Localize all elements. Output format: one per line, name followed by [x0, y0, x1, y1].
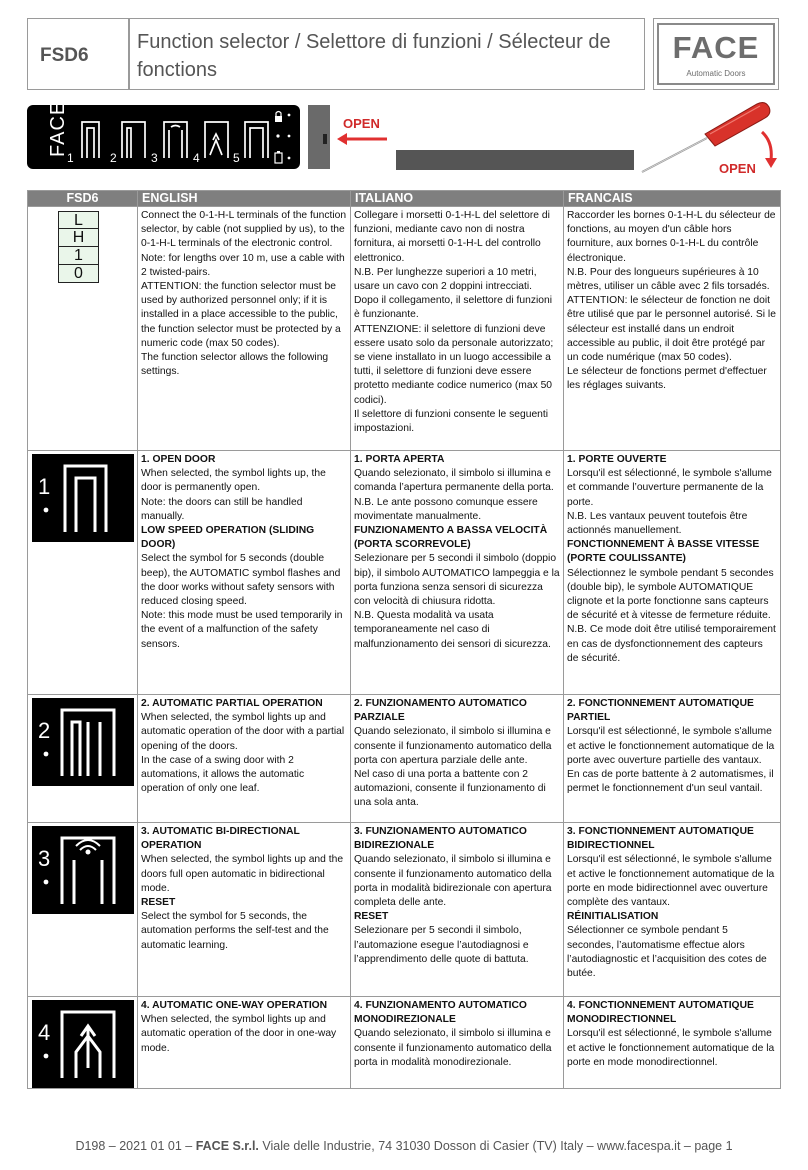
terminal-l: L — [58, 211, 99, 229]
section-heading: RESET — [141, 897, 176, 909]
paragraph: When selected, the symbol lights up and the doors full open automatic in bidirectional mode. — [141, 854, 344, 894]
header-cell-english: ENGLISH — [138, 191, 351, 207]
paragraph: In the case of a swing door with 2 automations, it allows the automatic operation of only one leaf. — [141, 754, 305, 795]
section-heading: 1. OPEN DOOR — [141, 454, 216, 465]
english-text-cell — [138, 997, 351, 1089]
italian-text-cell — [351, 823, 564, 997]
symbol-number: 4 — [38, 1020, 51, 1045]
french-text-cell — [564, 997, 781, 1089]
panel-dot-icon — [276, 134, 279, 137]
paragraph: En cas de porte battente à 2 automatismes, il permet le fonctionnement d'un seul vantail. — [567, 769, 774, 795]
panel-number-5: 5 — [233, 151, 240, 165]
french-text-cell — [564, 695, 781, 823]
bidirectional-symbol-icon — [32, 826, 134, 914]
italian-text-cell — [351, 451, 564, 695]
paragraph: Quando selezionato, il simbolo si illumina e comanda l’apertura permanente della porta. — [354, 468, 554, 494]
icon-cell — [28, 451, 138, 695]
terminal-h: H — [58, 229, 99, 247]
english-text-cell — [138, 207, 351, 451]
open-door-symbol-icon — [32, 454, 134, 542]
panel-led-icon — [288, 157, 291, 160]
section-heading: 4. FUNZIONAMENTO AUTOMATICO MONODIREZIONALE — [354, 1000, 527, 1026]
open-label-top: OPEN — [343, 116, 380, 131]
terminal-block-icon — [58, 211, 99, 283]
table-header-row — [28, 191, 781, 207]
section-heading: FONCTIONNEMENT À BASSE VITESSE (PORTE COULISSANTE) — [567, 539, 760, 565]
paragraph: Quando selezionato, il simbolo si illumina e consente il funzionamento automatico della porta in modalità monodirezionale. — [354, 1028, 552, 1068]
paragraph: Sélectionnez le symbole pendant 5 secondes (double bip), le symbole AUTOMATIQUE clignote et la porte fonctionne sans capteurs de sécurité et à vitesse de fermeture réduite. — [567, 567, 774, 622]
paragraph: When selected, the symbol lights up and automatic operation of the door with a partial opening of the doors. — [141, 712, 345, 752]
paragraph: Collegare i morsetti 0-1-H-L del selettore di funzioni, mediante cavo non di nostra fornitura, ai morsetti 0-1-H-L del controllo elettronico. — [354, 210, 550, 264]
italian-text-cell — [351, 997, 564, 1089]
paragraph: Il selettore di funzioni consente le seguenti impostazioni. — [354, 408, 549, 435]
section-heading: 2. FONCTIONNEMENT AUTOMATIQUE PARTIEL — [567, 698, 754, 724]
paragraph: Dopo il collegamento, il selettore di funzioni è funzionante. — [354, 295, 553, 321]
icon-cell — [28, 823, 138, 997]
english-text-cell — [138, 695, 351, 823]
key-slot — [323, 134, 327, 144]
italian-text-cell — [351, 695, 564, 823]
product-code: FSD6 — [40, 45, 89, 66]
logo-wordmark: FACE — [672, 30, 760, 65]
instruction-table — [27, 190, 781, 1089]
header-title-box — [129, 18, 645, 90]
selector-illustration — [27, 100, 780, 180]
table-row — [28, 997, 781, 1089]
section-heading: 1. PORTA APERTA — [354, 454, 445, 465]
paragraph: Note: for lengths over 10 m, use a cable with 2 twisted-pairs. — [141, 252, 345, 278]
open-label-bottom: OPEN — [719, 161, 756, 176]
icon-cell — [28, 997, 138, 1089]
english-text-cell — [138, 451, 351, 695]
footer-company: FACE S.r.l. — [195, 1139, 259, 1153]
paragraph: When selected, the symbol lights up, the door is permanently open. — [141, 468, 326, 494]
panel-led-icon — [288, 114, 291, 117]
paragraph: Select the symbol for 5 seconds, the automation performs the self-test and the automatic learning. — [141, 911, 329, 951]
table-row — [28, 207, 781, 451]
symbol-number: 3 — [38, 846, 51, 871]
symbol-number: 2 — [38, 718, 51, 743]
panel-number-3: 3 — [151, 151, 158, 165]
section-heading: 2. FUNZIONAMENTO AUTOMATICO PARZIALE — [354, 698, 527, 724]
french-text-cell — [564, 823, 781, 997]
paragraph: Lorsqu'il est sélectionné, le symbole s'allume et active le fonctionnement automatique de la porte avec ouverture partielle des vantaux. — [567, 726, 775, 766]
english-text-cell — [138, 823, 351, 997]
paragraph: N.B. Per lunghezze superiori a 10 metri, usare un cavo con 2 doppini intrecciati. — [354, 266, 537, 293]
section-heading: 1. PORTE OUVERTE — [567, 454, 667, 465]
panel-brand-label: FACE — [47, 100, 69, 157]
paragraph: N.B. Le ante possono comunque essere movimentate manualmente. — [354, 496, 538, 522]
paragraph: Selezionare per 5 secondi il simbolo (doppio bip), il simbolo AUTOMATICO lampeggia e la porta funziona senza sensori di sicurezza con velocità di chiusura ridotta. — [354, 553, 560, 608]
header-code-box — [27, 18, 129, 90]
paragraph: Lorsqu'il est sélectionné, le symbole s'allume et active le fonctionnement automatique de la porte en mode monodirectionnel. — [567, 1028, 775, 1068]
logo-frame — [657, 23, 775, 85]
french-text-cell — [564, 207, 781, 451]
paragraph: Le sélecteur de fonctions permet d'effectuer les réglages suivants. — [567, 366, 767, 392]
icon-cell — [28, 207, 138, 451]
paragraph: When selected, the symbol lights up and automatic operation of the door in one-way mode. — [141, 1014, 337, 1054]
section-heading: 4. FONCTIONNEMENT AUTOMATIQUE MONODIRECTIONNEL — [567, 1000, 754, 1026]
paragraph: Lorsqu'il est sélectionné, le symbole s'allume et commande l’ouverture permanente de la porte. — [567, 468, 772, 508]
paragraph: ATTENTION: the function selector must be used by authorized personnel only; if it is installed in a place accessible to the public, the function selector must be protected by a numeric code (max 50 codes). — [141, 281, 341, 349]
section-heading: 3. AUTOMATIC BI-DIRECTIONAL OPERATION — [141, 826, 300, 852]
page-footer — [0, 1139, 808, 1153]
paragraph: Quando selezionato, il simbolo si illumina e consente il funzionamento automatico della porta con apertura parziale delle ante. — [354, 726, 552, 766]
french-text-cell — [564, 451, 781, 695]
page-title: Function selector / Selettore di funzioni / Sélecteur de fonctions — [137, 31, 611, 81]
paragraph: Nel caso di una porta a battente con 2 automazioni, consente il funzionamento di una sola anta. — [354, 769, 546, 809]
section-heading: 3. FUNZIONAMENTO AUTOMATICO BIDIREZIONALE — [354, 826, 527, 852]
paragraph: Connect the 0-1-H-L terminals of the function selector, by cable (not supplied by us), to the 0-1-H-L terminals of the electronic control. — [141, 210, 347, 250]
footer-doc-ref: D198 – 2021 01 01 – — [75, 1139, 196, 1153]
italian-text-cell — [351, 207, 564, 451]
header-cell-italiano: ITALIANO — [351, 191, 564, 207]
terminal-1: 1 — [58, 247, 99, 265]
paragraph: Note: the doors can still be handled manually. — [141, 496, 303, 522]
header-cell-code: FSD6 — [28, 191, 138, 207]
logo-tagline: Automatic Doors — [686, 69, 746, 78]
paragraph: Selezionare per 5 secondi il simbolo, l’automazione esegue l’autodiagnosi e l’apprendimento delle quote di battuta. — [354, 925, 529, 965]
paragraph: N.B. Les vantaux peuvent toutefois être actionnés manuellement. — [567, 510, 748, 537]
selector-bottom-bar — [396, 150, 634, 170]
paragraph: Raccorder les bornes 0-1-H-L du sélecteur de fonctions, au moyen d'un câble hors fourniture, aux bornes 0-1-H-L du contrôle électronique. — [567, 210, 776, 264]
table-row — [28, 451, 781, 695]
symbol-number: 1 — [38, 474, 51, 499]
paragraph: N.B. Questa modalità va usata temporaneamente nel caso di malfunzionamento dei sensori di sicurezza. — [354, 610, 551, 650]
paragraph: Select the symbol for 5 seconds (double beep), the AUTOMATIC symbol flashes and the door works without safety sensors with reduced closing speed. — [141, 553, 341, 608]
section-heading: LOW SPEED OPERATION (SLIDING DOOR) — [141, 525, 315, 551]
table-row — [28, 823, 781, 997]
company-logo — [653, 18, 779, 90]
icon-cell — [28, 695, 138, 823]
section-heading: 4. AUTOMATIC ONE-WAY OPERATION — [141, 1000, 328, 1011]
paragraph: ATTENZIONE: il selettore di funzioni deve essere usato solo da personale autorizzato; se viene installato in un luogo accessibile a tutti, il selettore di funzioni deve essere protetto mediante codice numerico (max 50 codici). — [354, 323, 554, 406]
paragraph: Sélectionner ce symbole pendant 5 secondes, l’automatisme effectue alors l’autodiagnostic et l’acquisition des cotes de butée. — [567, 925, 767, 980]
section-heading: FUNZIONAMENTO A BASSA VELOCITÀ (PORTA SCORREVOLE) — [354, 525, 548, 551]
terminal-0: 0 — [58, 265, 99, 283]
panel-number-1: 1 — [67, 151, 74, 165]
paragraph: Note: this mode must be used temporarily in the event of a malfunction of the safety sensors. — [141, 610, 343, 650]
open-turn-arrow-icon — [762, 132, 777, 168]
section-heading: 2. AUTOMATIC PARTIAL OPERATION — [141, 698, 323, 709]
one-way-symbol-icon — [32, 1000, 134, 1088]
section-heading: RÉINITIALISATION — [567, 911, 659, 923]
paragraph: Quando selezionato, il simbolo si illumina e consente il funzionamento automatico della porta in modalità bidirezionale con apertura completa delle ante. — [354, 854, 552, 909]
paragraph: N.B. Pour des longueurs supérieures à 10 mètres, utiliser un câble avec 2 fils torsadés. — [567, 266, 770, 293]
open-arrow-icon — [337, 133, 387, 145]
paragraph: Lorsqu'il est sélectionné, le symbole s'allume et active le fonctionnement automatique de la porte en mode bidirectionnel avec ouverture complète des vantaux. — [567, 854, 775, 909]
header-cell-francais: FRANCAIS — [564, 191, 781, 207]
panel-led-icon — [288, 135, 291, 138]
paragraph: N.B. Ce mode doit être utilisé temporairement en cas de dysfonctionnement des capteurs de sécurité. — [567, 624, 776, 664]
footer-address: Viale delle Industrie, 74 31030 Dosson di Casier (TV) Italy – www.facespa.it – page 1 — [258, 1139, 733, 1153]
paragraph: The function selector allows the following settings. — [141, 352, 329, 378]
table-row — [28, 695, 781, 823]
paragraph: ATTENTION: le sélecteur de fonction ne doit être utilisé que par le personnel autorisé. Si le sélecteur est installé dans un endroit accessible au public, il doit être protégé par un code numérique (max 50 codes). — [567, 295, 776, 364]
section-heading: RESET — [354, 911, 389, 923]
panel-number-2: 2 — [110, 151, 117, 165]
section-heading: 3. FONCTIONNEMENT AUTOMATIQUE BIDIRECTIONNEL — [567, 826, 754, 852]
partial-operation-symbol-icon — [32, 698, 134, 786]
panel-number-4: 4 — [193, 151, 200, 165]
